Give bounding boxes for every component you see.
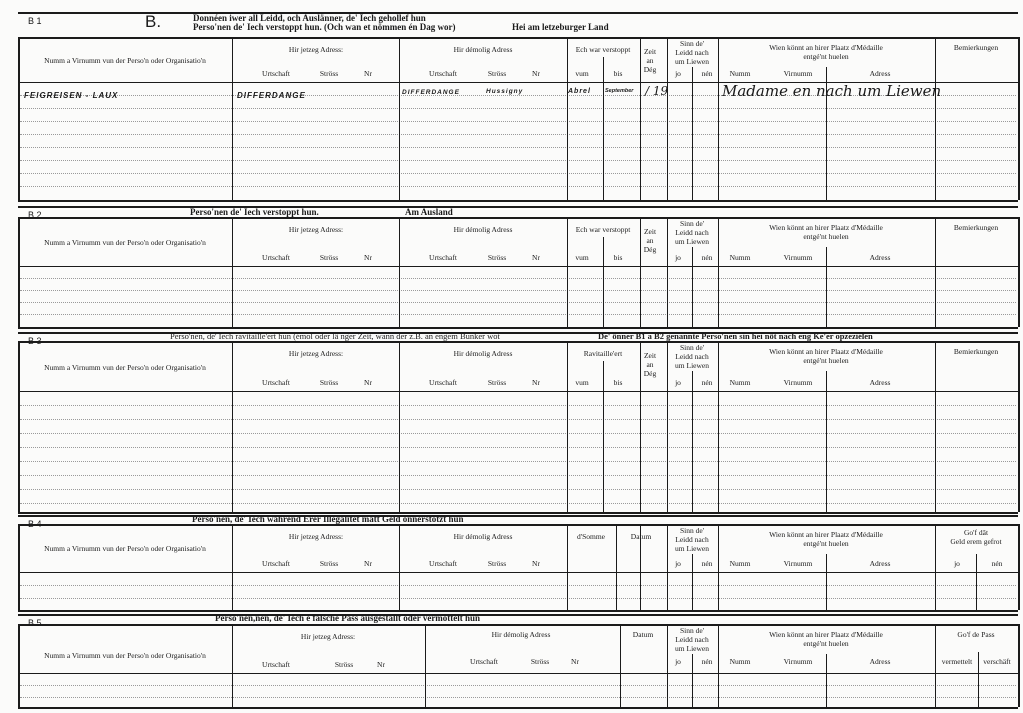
street-header: Ströss: [319, 69, 339, 78]
section-top-rule: [18, 614, 1018, 616]
dotted-row-line: [20, 278, 1016, 279]
section-top-rule: [18, 206, 1018, 208]
column-line: [232, 217, 233, 327]
former-address-header: Hir démolig Adress: [453, 45, 513, 54]
header-bottom-rule: [18, 266, 1018, 267]
current-address-header: Hir jetzeg Adress:: [288, 45, 344, 54]
yes-header: jo: [675, 378, 681, 387]
remarks-header: Bemierkungen: [953, 347, 999, 356]
column-line: [620, 624, 621, 707]
days-header: Dég: [643, 245, 657, 254]
column-line: [692, 654, 693, 707]
header-bottom-rule: [18, 673, 1018, 674]
column-line: [603, 237, 604, 327]
table-left-border: [18, 624, 20, 707]
column-line: [232, 524, 233, 610]
column-line: [718, 37, 719, 200]
street-header: Ströss: [319, 253, 339, 262]
column-line: [935, 624, 936, 707]
column-line: [692, 371, 693, 512]
issued-header: verschäft: [983, 657, 1011, 666]
no-header: nén: [701, 657, 713, 666]
from-header: vum: [575, 378, 589, 387]
column-line: [667, 37, 668, 200]
street-header: Ströss: [530, 657, 550, 666]
town-header: Urtschaft: [262, 559, 290, 568]
table-top-rule: [18, 37, 1018, 39]
column-line: [667, 341, 668, 512]
suffered-header: Sinn de': [679, 39, 705, 48]
medal-header: entgé'nt huelen: [803, 356, 849, 365]
medal-header: entgé'nt huelen: [803, 539, 849, 548]
medal-header: entgé'nt huelen: [803, 52, 849, 61]
remarks-header: Bemierkungen: [953, 223, 999, 232]
table-right-border: [1018, 37, 1020, 200]
remarks-header: Bemierkungen: [953, 43, 999, 52]
column-line: [692, 554, 693, 610]
suffered-header: um Liewen: [675, 361, 709, 370]
current-address-header: Hir jetzeg Adress:: [288, 532, 344, 541]
town-header: Urtschaft: [429, 378, 457, 387]
dotted-row-line: [20, 685, 1016, 686]
hidden-header: Ech war verstoppt: [575, 45, 631, 54]
column-line: [826, 371, 827, 512]
name-column-header: Numm a Virnumm vun der Perso'n oder Organisatio'n: [44, 651, 206, 660]
yes-header: jo: [675, 253, 681, 262]
section-code: B 2: [28, 210, 42, 220]
column-line: [232, 37, 233, 200]
table-left-border: [18, 341, 20, 512]
time-header: Zeit: [643, 227, 657, 236]
to-header: bis: [613, 253, 623, 262]
number-header: Nr: [364, 253, 372, 262]
street-header: Ströss: [487, 253, 507, 262]
number-header: Nr: [532, 69, 540, 78]
entry-former-town: DIFFERDANGE: [402, 89, 460, 96]
column-line: [826, 247, 827, 327]
section-code: B 5: [28, 618, 42, 628]
suffered-header: um Liewen: [675, 544, 709, 553]
time-header: an: [646, 360, 654, 369]
time-header: an: [646, 236, 654, 245]
dotted-row-line: [20, 186, 1016, 187]
section-title: Perso'nen,nen, de' Iech é falsche Pass ausgestallt oder vermöttelt hun: [215, 613, 481, 623]
dotted-row-line: [20, 302, 1016, 303]
column-line: [399, 37, 400, 200]
table-left-border: [18, 37, 20, 200]
section-code: B 3: [28, 336, 42, 346]
column-line: [935, 37, 936, 200]
suffered-header: Leidd nach: [675, 228, 709, 237]
column-line: [640, 217, 641, 327]
section-subtitle: Perso'nen de' Iech verstoppt hun. (Och wan et nömmen én Dag wor): [193, 22, 456, 32]
table-top-rule: [18, 217, 1018, 219]
suffered-header: Leidd nach: [675, 535, 709, 544]
arranged-header: vermettelt: [941, 657, 973, 666]
dotted-row-line: [20, 147, 1016, 148]
yes-header: jo: [675, 559, 681, 568]
section-title: Perso'nen, de' Iech während Erer Illégalitét matt Geld önnerstötzt hun: [192, 514, 464, 524]
time-header: Zeit: [643, 47, 657, 56]
town-header: Urtschaft: [262, 69, 290, 78]
surname-header: Numm: [729, 559, 751, 568]
table-right-border: [1018, 524, 1020, 610]
dotted-row-line: [20, 461, 1016, 462]
dotted-row-line: [20, 489, 1016, 490]
time-header: an: [646, 56, 654, 65]
column-line: [976, 554, 977, 610]
entry-former-street: Hussigny: [486, 88, 524, 95]
town-header: Urtschaft: [429, 559, 457, 568]
dotted-row-line: [20, 108, 1016, 109]
former-address-header: Hir démolig Adress: [491, 630, 551, 639]
column-line: [616, 524, 617, 610]
suffered-header: um Liewen: [675, 644, 709, 653]
from-header: vum: [575, 253, 589, 262]
medal-header: entgé'nt huelen: [803, 232, 849, 241]
street-header: Ströss: [487, 559, 507, 568]
section-code: B 1: [28, 16, 42, 26]
suffered-header: Sinn de': [679, 343, 705, 352]
dotted-row-line: [20, 290, 1016, 291]
section-top-rule: [18, 515, 1018, 517]
firstname-header: Virnumm: [783, 657, 813, 666]
surname-header: Numm: [729, 657, 751, 666]
section-title: Perso'nen, de' Iech ravitaille'ert hun (émol oder lä nger Zeit, wann der z.B. an engem Bunker wot: [170, 331, 500, 341]
suffered-header: Leidd nach: [675, 635, 709, 644]
medal-header: Wien könnt an hirer Plaatz d'Médaille: [769, 347, 883, 356]
column-line: [232, 341, 233, 512]
column-line: [978, 652, 979, 707]
entry-days: / 19: [645, 84, 669, 98]
address-header: Adress: [869, 657, 891, 666]
name-column-header: Numm a Virnumm vun der Perso'n oder Organisatio'n: [44, 238, 206, 247]
former-address-header: Hir démolig Adress: [453, 532, 513, 541]
name-column-header: Numm a Virnumm vun der Perso'n oder Organisatio'n: [44, 363, 206, 372]
suffered-header: Leidd nach: [675, 352, 709, 361]
town-header: Urtschaft: [262, 253, 290, 262]
suffered-header: Sinn de': [679, 626, 705, 635]
town-header: Urtschaft: [429, 253, 457, 262]
name-column-header: Numm a Virnumm vun der Perso'n oder Organisatio'n: [44, 56, 206, 65]
section-note: De' önner B1 a B2 genannte Perso'nen sin hei nöt nach eng Ke'er opzeziélen: [598, 331, 873, 341]
street-header: Ströss: [487, 378, 507, 387]
firstname-header: Virnumm: [783, 378, 813, 387]
address-header: Adress: [869, 253, 891, 262]
days-header: Dég: [643, 65, 657, 74]
section-bottom-rule: [18, 327, 1018, 329]
entry-current-town: DIFFERDANGE: [237, 91, 306, 100]
hidden-header: Ech war verstoppt: [575, 225, 631, 234]
no-header: nén: [701, 378, 713, 387]
section-code: B 4: [28, 519, 42, 529]
number-header: Nr: [364, 559, 372, 568]
header-bottom-rule: [18, 572, 1018, 573]
table-right-border: [1018, 217, 1020, 327]
column-line: [826, 554, 827, 610]
column-line: [399, 217, 400, 327]
surname-header: Numm: [729, 69, 751, 78]
town-header: Urtschaft: [429, 69, 457, 78]
section-location: Am Ausland: [405, 207, 453, 217]
number-header: Nr: [532, 253, 540, 262]
money-header: Geld erem gefrot: [950, 537, 1002, 546]
dotted-row-line: [20, 173, 1016, 174]
medal-header: entgé'nt huelen: [803, 639, 849, 648]
name-column-header: Numm a Virnumm vun der Perso'n oder Organisatio'n: [44, 544, 206, 553]
to-header: bis: [613, 378, 623, 387]
current-address-header: Hir jetzeg Adress:: [288, 225, 344, 234]
town-header: Urtschaft: [262, 378, 290, 387]
medal-header: Wien könnt an hirer Plaatz d'Médaille: [769, 530, 883, 539]
table-right-border: [1018, 624, 1020, 707]
column-line: [667, 217, 668, 327]
to-header: bis: [613, 69, 623, 78]
section-bottom-rule: [18, 707, 1018, 709]
column-line: [399, 524, 400, 610]
entry-name: FEIGREISEN - LAUX: [24, 91, 119, 100]
number-header: Nr: [532, 378, 540, 387]
dotted-row-line: [20, 121, 1016, 122]
section-bottom-rule: [18, 512, 1018, 514]
dotted-row-line: [20, 433, 1016, 434]
column-line: [718, 624, 719, 707]
current-address-header: Hir jetzeg Adress:: [300, 632, 356, 641]
dotted-row-line: [20, 405, 1016, 406]
medal-header: Wien könnt an hirer Plaatz d'Médaille: [769, 43, 883, 52]
no-header: nén: [701, 69, 713, 78]
firstname-header: Virnumm: [783, 253, 813, 262]
section-title: Perso'nen de' Iech verstoppt hun.: [190, 207, 319, 217]
current-address-header: Hir jetzeg Adress:: [288, 349, 344, 358]
address-header: Adress: [869, 559, 891, 568]
column-line: [718, 524, 719, 610]
column-line: [567, 37, 568, 200]
column-line: [567, 524, 568, 610]
street-header: Ströss: [319, 559, 339, 568]
column-line: [640, 341, 641, 512]
column-line: [567, 341, 568, 512]
table-top-rule: [18, 524, 1018, 526]
no-header: nén: [701, 559, 713, 568]
column-line: [603, 57, 604, 200]
dotted-row-line: [20, 598, 1016, 599]
column-line: [718, 217, 719, 327]
sum-header: d'Somme: [576, 532, 606, 541]
column-line: [399, 341, 400, 512]
suffered-header: Leidd nach: [675, 48, 709, 57]
suffered-header: Sinn de': [679, 526, 705, 535]
dotted-row-line: [20, 697, 1016, 698]
medal-header: Wien könnt an hirer Plaatz d'Médaille: [769, 223, 883, 232]
column-line: [640, 37, 641, 200]
date-header: Datum: [630, 532, 652, 541]
header-bottom-rule: [18, 391, 1018, 392]
yes-header: jo: [954, 559, 960, 568]
entry-from: Abrel: [568, 88, 591, 95]
column-line: [567, 217, 568, 327]
firstname-header: Virnumm: [783, 69, 813, 78]
entry-to: September: [605, 88, 634, 94]
street-header: Ströss: [319, 378, 339, 387]
dotted-row-line: [20, 134, 1016, 135]
no-header: nén: [701, 253, 713, 262]
dotted-row-line: [20, 503, 1016, 504]
table-right-border: [1018, 341, 1020, 512]
column-line: [603, 361, 604, 512]
surname-header: Numm: [729, 253, 751, 262]
column-line: [935, 524, 936, 610]
suffered-header: um Liewen: [675, 237, 709, 246]
pass-header: Go'f de Pass: [957, 630, 995, 639]
dotted-row-line: [20, 314, 1016, 315]
street-header: Ströss: [487, 69, 507, 78]
section-bottom-rule: [18, 610, 1018, 612]
address-header: Adress: [869, 378, 891, 387]
table-left-border: [18, 217, 20, 327]
column-line: [692, 67, 693, 200]
time-header: Zeit: [643, 351, 657, 360]
former-address-header: Hir démolig Adress: [453, 349, 513, 358]
column-line: [232, 624, 233, 707]
section-location: Hei am letzeburger Land: [512, 22, 609, 32]
medal-header: Wien könnt an hirer Plaatz d'Médaille: [769, 630, 883, 639]
section-top-rule: [18, 12, 1018, 14]
dotted-row-line: [20, 419, 1016, 420]
number-header: Nr: [532, 559, 540, 568]
number-header: Nr: [377, 660, 385, 669]
column-line: [667, 624, 668, 707]
dotted-row-line: [20, 447, 1016, 448]
table-top-rule: [18, 624, 1018, 626]
no-header: nén: [991, 559, 1003, 568]
town-header: Urtschaft: [470, 657, 498, 666]
date-header: Datum: [632, 630, 654, 639]
section-bottom-rule: [18, 200, 1018, 202]
yes-header: jo: [675, 657, 681, 666]
column-line: [718, 341, 719, 512]
column-line: [692, 247, 693, 327]
suffered-header: um Liewen: [675, 57, 709, 66]
dotted-row-line: [20, 475, 1016, 476]
street-header: Ströss: [334, 660, 354, 669]
hidden-header: Ravitaille'ert: [583, 349, 623, 358]
column-line: [935, 217, 936, 327]
from-header: vum: [575, 69, 589, 78]
money-header: Go'f dât: [963, 528, 989, 537]
column-line: [826, 654, 827, 707]
number-header: Nr: [364, 378, 372, 387]
firstname-header: Virnumm: [783, 559, 813, 568]
surname-header: Numm: [729, 378, 751, 387]
dotted-row-line: [20, 160, 1016, 161]
yes-header: jo: [675, 69, 681, 78]
column-line: [667, 524, 668, 610]
address-header: Adress: [869, 69, 891, 78]
table-top-rule: [18, 341, 1018, 343]
dotted-row-line: [20, 585, 1016, 586]
column-line: [935, 341, 936, 512]
days-header: Dég: [643, 369, 657, 378]
town-header: Urtschaft: [262, 660, 290, 669]
number-header: Nr: [364, 69, 372, 78]
suffered-header: Sinn de': [679, 219, 705, 228]
section-title: Donnéen iwer all Leidd, och Auslänner, de' Iech gehollef hun: [193, 13, 426, 23]
section-letter: B.: [145, 12, 162, 31]
former-address-header: Hir démolig Adress: [453, 225, 513, 234]
number-header: Nr: [571, 657, 579, 666]
entry-medal: Madame en nach um Liewen: [722, 82, 942, 100]
column-line: [425, 624, 426, 707]
